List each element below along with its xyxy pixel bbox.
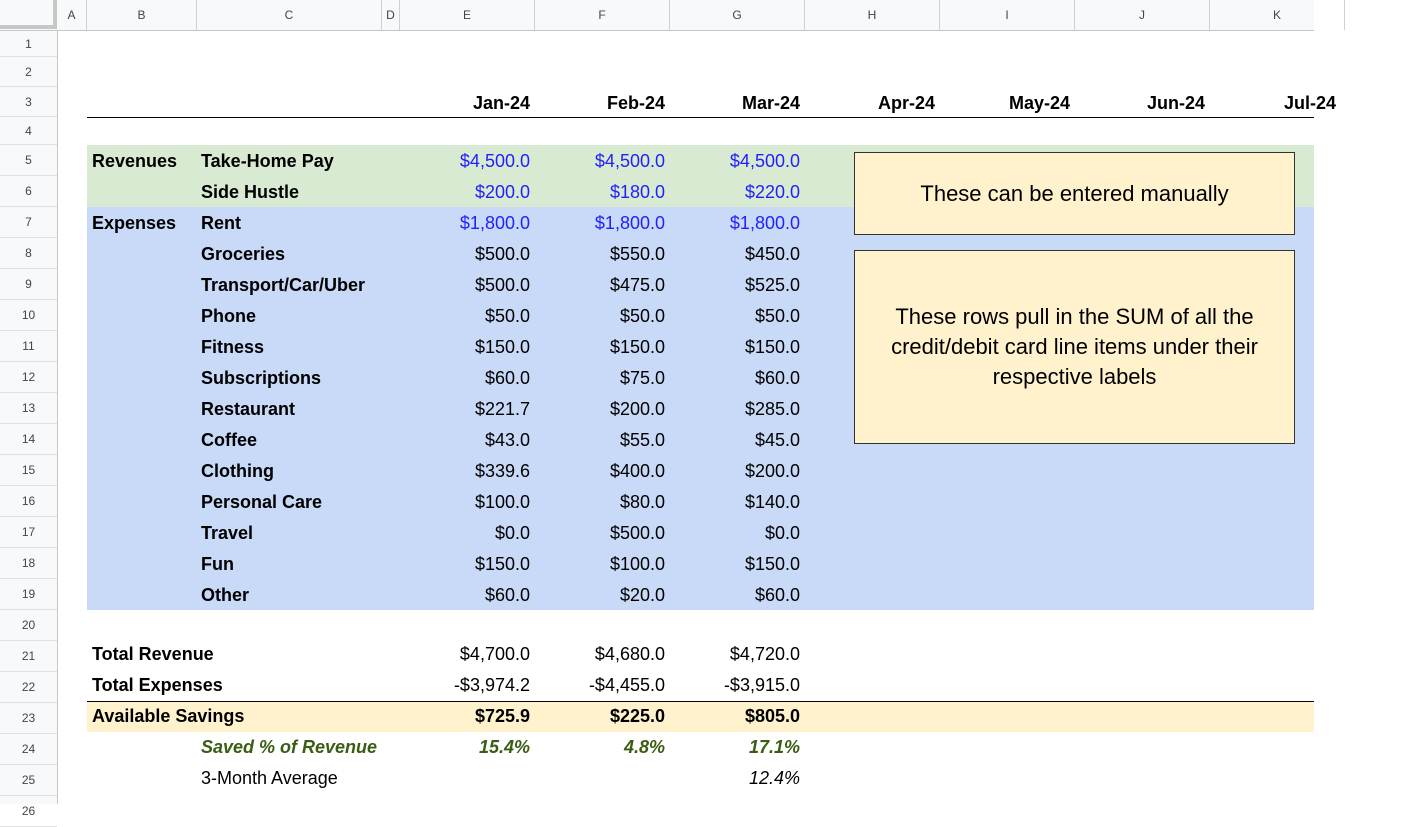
row-header-22[interactable]: 22 <box>0 672 57 703</box>
row-header-17[interactable]: 17 <box>0 517 57 548</box>
total-expenses-value[interactable]: -$4,455.0 <box>588 675 665 695</box>
expense-item-value[interactable]: $150.0 <box>474 337 530 357</box>
column-header-f[interactable]: F <box>535 0 670 30</box>
row-header-21[interactable]: 21 <box>0 641 57 672</box>
expense-item-label[interactable]: Travel <box>201 523 254 543</box>
row-header-15[interactable]: 15 <box>0 455 57 486</box>
expense-item-value[interactable]: $0.0 <box>764 523 800 543</box>
expense-item-value[interactable]: $221.7 <box>474 399 530 419</box>
expense-item-value[interactable]: $285.0 <box>744 399 800 419</box>
expense-item-value[interactable]: $200.0 <box>609 399 665 419</box>
expense-item-value[interactable]: $43.0 <box>484 430 530 450</box>
revenue-item-value[interactable]: $4,500.0 <box>729 151 800 171</box>
revenue-item-value[interactable]: $180.0 <box>609 182 665 202</box>
total-revenue-label[interactable]: Total Revenue <box>92 644 214 664</box>
expense-item-value[interactable]: $450.0 <box>744 244 800 264</box>
expense-item-value[interactable]: $60.0 <box>484 368 530 388</box>
row-header-4[interactable]: 4 <box>0 117 57 145</box>
row-header-26[interactable]: 26 <box>0 796 57 827</box>
month-header[interactable]: Feb-24 <box>606 93 665 113</box>
three-month-average-label[interactable]: 3-Month Average <box>201 768 338 788</box>
column-header-g[interactable]: G <box>670 0 805 30</box>
available-savings-value[interactable]: $725.9 <box>474 706 530 726</box>
column-header-b[interactable]: B <box>87 0 197 30</box>
row-header-9[interactable]: 9 <box>0 269 57 300</box>
expense-item-value[interactable]: $1,800.0 <box>459 213 530 233</box>
saved-pct-value[interactable]: 4.8% <box>623 737 665 757</box>
revenue-item-label[interactable]: Take-Home Pay <box>201 151 334 171</box>
available-savings-value[interactable]: $225.0 <box>609 706 665 726</box>
saved-pct-value[interactable]: 15.4% <box>478 737 530 757</box>
row-header-20[interactable]: 20 <box>0 610 57 641</box>
expense-item-value[interactable]: $525.0 <box>744 275 800 295</box>
expense-item-value[interactable]: $150.0 <box>744 554 800 574</box>
expense-item-value[interactable]: $75.0 <box>619 368 665 388</box>
row-header-8[interactable]: 8 <box>0 238 57 269</box>
revenue-item-value[interactable]: $4,500.0 <box>459 151 530 171</box>
three-month-average-value[interactable]: 12.4% <box>748 768 800 788</box>
total-expenses-label[interactable]: Total Expenses <box>92 675 223 695</box>
column-header-h[interactable]: H <box>805 0 940 30</box>
sum-rows-note[interactable] <box>854 250 1295 444</box>
row-header-3[interactable]: 3 <box>0 87 57 117</box>
expense-item-label[interactable]: Other <box>201 585 250 605</box>
expense-item-label[interactable]: Clothing <box>201 461 274 481</box>
expense-item-value[interactable]: $200.0 <box>744 461 800 481</box>
expense-item-value[interactable]: $100.0 <box>609 554 665 574</box>
saved-pct-label[interactable]: Saved % of Revenue <box>201 737 378 757</box>
row-header-18[interactable]: 18 <box>0 548 57 579</box>
available-savings-value[interactable]: $805.0 <box>744 706 800 726</box>
revenues-section-label[interactable]: Revenues <box>92 151 178 171</box>
expense-item-value[interactable]: $50.0 <box>484 306 530 326</box>
column-header-i[interactable]: I <box>940 0 1075 30</box>
expense-item-label[interactable]: Phone <box>201 306 257 326</box>
expense-item-label[interactable]: Transport/Car/Uber <box>201 275 366 295</box>
expense-item-value[interactable]: $400.0 <box>609 461 665 481</box>
expense-item-value[interactable]: $150.0 <box>474 554 530 574</box>
expenses-section-label[interactable]: Expenses <box>92 213 177 233</box>
expense-item-value[interactable]: $1,800.0 <box>594 213 665 233</box>
month-header[interactable]: May-24 <box>1008 93 1070 113</box>
expense-item-value[interactable]: $80.0 <box>619 492 665 512</box>
column-header-c[interactable]: C <box>197 0 382 30</box>
row-header-25[interactable]: 25 <box>0 765 57 796</box>
expense-item-value[interactable]: $150.0 <box>744 337 800 357</box>
row-header-13[interactable]: 13 <box>0 393 57 424</box>
month-header[interactable]: Jul-24 <box>1284 93 1337 113</box>
revenue-item-label[interactable]: Side Hustle <box>201 182 300 202</box>
total-revenue-value[interactable]: $4,700.0 <box>459 644 530 664</box>
revenue-item-value[interactable]: $4,500.0 <box>594 151 665 171</box>
expense-item-label[interactable]: Fun <box>201 554 234 574</box>
expense-item-value[interactable]: $140.0 <box>744 492 800 512</box>
total-expenses-value[interactable]: -$3,915.0 <box>723 675 800 695</box>
expense-item-value[interactable]: $475.0 <box>609 275 665 295</box>
expense-item-label[interactable]: Rent <box>201 213 241 233</box>
expense-item-value[interactable]: $55.0 <box>619 430 665 450</box>
expense-item-label[interactable]: Personal Care <box>201 492 323 512</box>
column-header-a[interactable]: A <box>57 0 87 30</box>
expense-item-value[interactable]: $339.6 <box>474 461 530 481</box>
expense-item-value[interactable]: $100.0 <box>474 492 530 512</box>
month-header[interactable]: Mar-24 <box>741 93 800 113</box>
revenue-item-value[interactable]: $220.0 <box>744 182 800 202</box>
saved-pct-value[interactable]: 17.1% <box>748 737 800 757</box>
expense-item-label[interactable]: Subscriptions <box>201 368 322 388</box>
column-header-bar <box>0 0 1314 31</box>
month-header[interactable]: Jan-24 <box>472 93 530 113</box>
manual-entry-note[interactable]: These can be entered manually <box>854 152 1295 235</box>
month-header[interactable]: Apr-24 <box>877 93 935 113</box>
column-header-e[interactable]: E <box>400 0 535 30</box>
row-header-12[interactable]: 12 <box>0 362 57 393</box>
expense-item-value[interactable]: $50.0 <box>619 306 665 326</box>
expense-item-label[interactable]: Coffee <box>201 430 258 450</box>
expense-item-value[interactable]: $550.0 <box>609 244 665 264</box>
expense-item-value[interactable]: $20.0 <box>619 585 665 605</box>
expense-item-value[interactable]: $50.0 <box>754 306 800 326</box>
select-all-corner[interactable] <box>0 0 57 29</box>
column-header-k[interactable]: K <box>1210 0 1345 30</box>
row-header-10[interactable]: 10 <box>0 300 57 331</box>
row-header-5[interactable]: 5 <box>0 145 57 176</box>
expense-item-value[interactable]: $0.0 <box>494 523 530 543</box>
row-header-1[interactable]: 1 <box>0 31 57 57</box>
total-revenue-value[interactable]: $4,720.0 <box>729 644 800 664</box>
expense-item-value[interactable]: $60.0 <box>754 368 800 388</box>
expense-item-value[interactable]: $60.0 <box>754 585 800 605</box>
column-header-j[interactable]: J <box>1075 0 1210 30</box>
expense-item-value[interactable]: $1,800.0 <box>729 213 800 233</box>
expense-item-value[interactable]: $45.0 <box>754 430 800 450</box>
row-header-19[interactable]: 19 <box>0 579 57 610</box>
total-expenses-value[interactable]: -$3,974.2 <box>453 675 530 695</box>
row-header-7[interactable]: 7 <box>0 207 57 238</box>
row-header-23[interactable]: 23 <box>0 703 57 734</box>
row-header-16[interactable]: 16 <box>0 486 57 517</box>
month-header[interactable]: Jun-24 <box>1146 93 1205 113</box>
expense-item-label[interactable]: Groceries <box>201 244 286 264</box>
row-header-24[interactable]: 24 <box>0 734 57 765</box>
row-header-14[interactable]: 14 <box>0 424 57 455</box>
row-header-bar <box>0 31 58 818</box>
total-revenue-value[interactable]: $4,680.0 <box>594 644 665 664</box>
sum-rows-note-text: These rows pull in the SUM of all the credit/debit card line items under their respective labels <box>891 304 1258 389</box>
column-header-d[interactable]: D <box>382 0 400 30</box>
expense-item-value[interactable]: $60.0 <box>484 585 530 605</box>
row-header-6[interactable]: 6 <box>0 176 57 207</box>
expense-item-value[interactable]: $500.0 <box>474 275 530 295</box>
expense-item-value[interactable]: $500.0 <box>609 523 665 543</box>
row-header-2[interactable]: 2 <box>0 57 57 87</box>
available-savings-label[interactable]: Available Savings <box>92 706 245 726</box>
revenue-item-value[interactable]: $200.0 <box>474 182 530 202</box>
expense-item-label[interactable]: Restaurant <box>201 399 296 419</box>
expense-item-value[interactable]: $500.0 <box>474 244 530 264</box>
row-header-11[interactable]: 11 <box>0 331 57 362</box>
expense-item-value[interactable]: $150.0 <box>609 337 665 357</box>
expense-item-label[interactable]: Fitness <box>201 337 265 357</box>
